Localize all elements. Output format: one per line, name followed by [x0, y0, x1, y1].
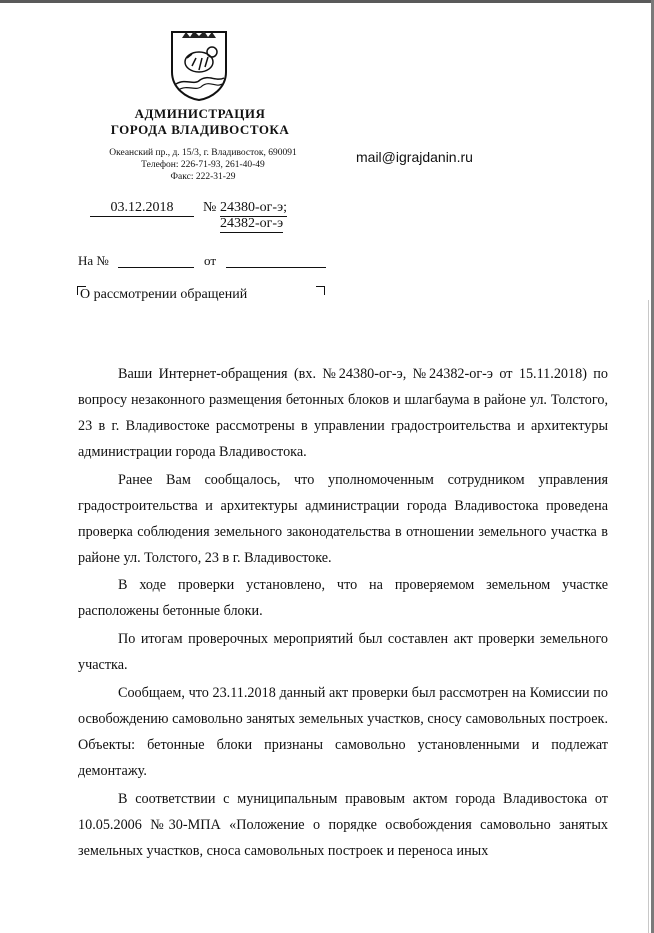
reference-date-blank — [226, 267, 326, 268]
body-paragraph-6: В соответствии с муниципальным правовым актом города Владивостока от 10.05.2006 №30-МПА «Положение о порядке освобождения самовольно занятых земельных участков, сноса самовольных построек и переноса иных — [78, 791, 608, 859]
body-paragraph-2: Ранее Вам сообщалось, что уполномоченным сотрудником управления градостроительства и архитектуры администрации города Владивостока проведена проверка соблюдения земельного законодательства в отношении земельного участка в районе ул. Толстого, 23 в г. Владивостоке. — [78, 472, 608, 566]
outgoing-number-line2: 24382-ог-э — [220, 216, 284, 231]
scan-right-shadow — [648, 300, 649, 933]
coat-of-arms-icon — [168, 28, 230, 102]
outgoing-number-line1: 24380-ог-э; — [220, 200, 287, 215]
subject-right-bracket — [316, 286, 325, 295]
reference-date-label: от — [204, 253, 217, 268]
org-address: Океанский пр., д. 15/3, г. Владивосток, 690091 — [109, 148, 297, 158]
body-paragraph-1: Ваши Интернет-обращения (вх. №24380-ог-э, №24382-ог-э от 15.11.2018) по вопросу незаконного размещения бетонных блоков и шлагбаума в районе ул. Толстого, 23 в г. Владивостоке рассмотрены в управлении градостроительства и архитектуры администрации города Владивостока. — [78, 366, 608, 460]
outgoing-number-label: № — [203, 200, 217, 215]
org-name-line2: ГОРОДА ВЛАДИВОСТОКА — [110, 122, 290, 137]
body-paragraph-3: В ходе проверки установлено, что на проверяемом земельном участке расположены бетонные блоки. — [78, 577, 608, 619]
letter-subject: О рассмотрении обращений — [80, 287, 248, 302]
org-name-line1: АДМИНИСТРАЦИЯ — [134, 106, 266, 121]
org-phone: Телефон: 226-71-93, 261-40-49 — [141, 160, 265, 170]
scan-top-edge — [0, 0, 654, 3]
recipient-email: mail@igrajdanin.ru — [356, 149, 473, 165]
body-paragraph-4: По итогам проверочных мероприятий был составлен акт проверки земельного участка. — [78, 631, 608, 673]
outgoing-date: 03.12.2018 — [90, 200, 194, 217]
reference-number-label: На № — [78, 253, 109, 268]
org-fax: Факс: 222-31-29 — [170, 172, 236, 182]
reference-number-blank — [118, 267, 194, 268]
body-paragraph-5: Сообщаем, что 23.11.2018 данный акт проверки был рассмотрен на Комиссии по освобождению самовольно занятых земельных участков, сносу самовольных построек. Объекты: бетонные блоки признаны самовольно установленными и подлежат демонтажу. — [78, 685, 608, 779]
